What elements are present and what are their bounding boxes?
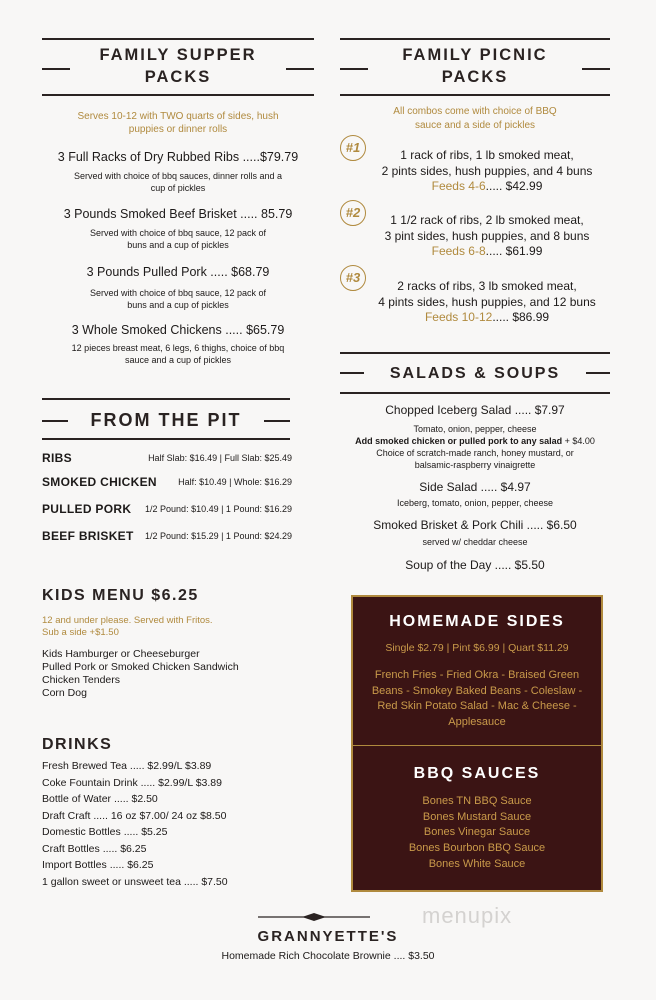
picnic-title: FAMILY PICNIC PACKS [402,46,548,86]
pit-top-rule [42,398,290,400]
sauce-item: Bones Vinegar Sauce [423,826,531,838]
drink-item: Domestic Bottles ..... $5.25 [42,826,168,838]
drink-item: Coke Fountain Drink ..... $2.99/L $3.89 [42,777,222,789]
pit-left-dash [42,420,68,422]
combo-desc: 1 rack of ribs, 1 lb smoked meat, 2 pints sides, hush puppies, and 4 buns Feeds 4-6..... $42.99 [381,148,593,193]
chili-desc: served w/ cheddar cheese [422,537,528,547]
sauce-item: Bones Bourbon BBQ Sauce [408,842,546,854]
pit-title: FROM THE PIT [90,410,242,430]
pit-bottom-rule [42,438,290,440]
sides-list: French Fries - Fried Okra - Braised Green Beans - Smokey Baked Beans - Coleslaw - Red Skin Potato Salad - Mac & Cheese - Applesauce [371,669,583,728]
pit-row [42,502,292,520]
picnic-left-dash [340,68,368,70]
supper-left-dash [42,68,70,70]
kids-title: KIDS MENU $6.25 [42,587,199,604]
pit-name: SMOKED CHICKEN [42,475,157,489]
pit-row [42,475,292,493]
pit-row [42,451,292,469]
pit-right-dash [264,420,290,422]
sides-sauces-box [351,595,603,892]
salad-name: Chopped Iceberg Salad ..... $7.97 [385,403,565,417]
picnic-right-dash [582,68,610,70]
pit-price: 1/2 Pound: $10.49 | 1 Pound: $16.29 [145,504,292,514]
pit-name: BEEF BRISKET [42,529,134,543]
combo-feeds: Feeds 10-12 [424,310,493,324]
kids-item: Corn Dog [42,687,87,699]
kids-item: Pulled Pork or Smoked Chicken Sandwich [42,661,239,673]
sauces-title: BBQ SAUCES [413,765,541,782]
combo-badge: #1 [340,135,366,161]
salad-desc: Iceberg, tomato, onion, pepper, cheese [396,498,554,508]
sauce-item: Bones White Sauce [428,858,526,870]
salads-top-rule [340,352,610,354]
salad-addon-price: + $4.00 [562,436,595,446]
drinks-title: DRINKS [42,736,113,753]
supper-bottom-rule [42,94,314,96]
supper-item-name: 3 Pounds Smoked Beef Brisket ..... 85.79 [63,207,293,221]
supper-item-name: 3 Whole Smoked Chickens ..... $65.79 [71,323,285,337]
salads-right-dash [586,372,610,374]
sauce-item: Bones TN BBQ Sauce [422,795,532,807]
grannyette-title: GRANNYETTE'S [257,928,399,945]
supper-top-rule [42,38,314,40]
drink-item: Craft Bottles ..... $6.25 [42,843,147,855]
pit-row [42,529,292,547]
supper-item-desc: Served with choice of bbq sauces, dinner rolls and a cup of pickles [73,171,283,193]
supper-item-desc: Served with choice of bbq sauce, 12 pack of buns and a cup of pickles [89,228,267,250]
supper-title: FAMILY SUPPER PACKS [99,46,257,86]
sauce-item: Bones Mustard Sauce [422,811,532,823]
picnic-top-rule [340,38,610,40]
drink-item: Bottle of Water ..... $2.50 [42,793,158,805]
combo-price: ..... $61.99 [485,244,543,258]
combo-desc: 1 1/2 rack of ribs, 2 lb smoked meat, 3 pint sides, hush puppies, and 8 buns Feeds 6-8..... $61.99 [384,213,590,258]
grannyette-item: Homemade Rich Chocolate Brownie .... $3.50 [221,950,435,962]
combo-price: ..... $42.99 [485,179,543,193]
picnic-subtitle: All combos come with choice of BBQ sauce and a side of pickles [393,106,557,131]
supper-item-name: 3 Pounds Pulled Pork ..... $68.79 [86,265,270,279]
menupix-watermark: menupix [422,903,513,928]
pit-name: RIBS [42,451,72,465]
kids-item: Chicken Tenders [42,674,121,686]
pit-price: 1/2 Pound: $15.29 | 1 Pound: $24.29 [145,531,292,541]
combo-badge: #2 [340,200,366,226]
salad-addon: Add smoked chicken or pulled pork to any salad [355,436,563,446]
salads-bottom-rule [340,392,610,394]
pit-name: PULLED PORK [42,502,132,516]
sides-title: HOMEMADE SIDES [389,613,565,630]
drink-item: 1 gallon sweet or unsweet tea ..... $7.50 [42,876,228,888]
soup-name: Soup of the Day ..... $5.50 [405,558,545,572]
combo-desc: 2 racks of ribs, 3 lb smoked meat, 4 pints sides, hush puppies, and 12 buns Feeds 10-12..... $86.99 [378,279,596,324]
kids-item: Kids Hamburger or Cheeseburger [42,648,200,660]
kids-note: 12 and under please. Served with Fritos. Sub a side +$1.50 [42,615,213,638]
drink-item: Fresh Brewed Tea ..... $2.99/L $3.89 [42,760,212,772]
box-divider [353,745,601,746]
drink-item: Draft Craft ..... 16 oz $7.00/ 24 oz $8.50 [42,810,227,822]
picnic-bottom-rule [340,94,610,96]
pit-price: Half Slab: $16.49 | Full Slab: $25.49 [148,453,292,463]
drink-item: Import Bottles ..... $6.25 [42,859,154,871]
combo-price: ..... $86.99 [492,310,550,324]
supper-item-desc: Served with choice of bbq sauce, 12 pack of buns and a cup of pickles [89,288,267,310]
combo-feeds: Feeds 6-8 [431,244,486,258]
pit-price: Half: $10.49 | Whole: $16.29 [178,477,292,487]
sides-prices: Single $2.79 | Pint $6.99 | Quart $11.29 [385,642,569,654]
salad-desc: Tomato, onion, pepper, cheese Add smoked chicken or pulled pork to any salad + $4.00 Choice of scratch-made ranch, honey mustard, or balsamic-raspberry vinaigrette [355,424,595,470]
supper-item-name: 3 Full Racks of Dry Rubbed Ribs .....$79.79 [57,150,299,164]
supper-item-desc: 12 pieces breast meat, 6 legs, 6 thighs, choice of bbq sauce and a cup of pickles [71,343,285,365]
chili-name: Smoked Brisket & Pork Chili ..... $6.50 [373,518,577,532]
combo-badge: #3 [340,265,366,291]
ornament-divider-icon [258,912,370,922]
salads-title: SALADS & SOUPS [389,365,561,382]
combo-feeds: Feeds 4-6 [431,179,486,193]
supper-subtitle: Serves 10-12 with TWO quarts of sides, hush puppies or dinner rolls [77,111,279,135]
salads-left-dash [340,372,364,374]
salad-name: Side Salad ..... $4.97 [419,480,531,494]
supper-right-dash [286,68,314,70]
